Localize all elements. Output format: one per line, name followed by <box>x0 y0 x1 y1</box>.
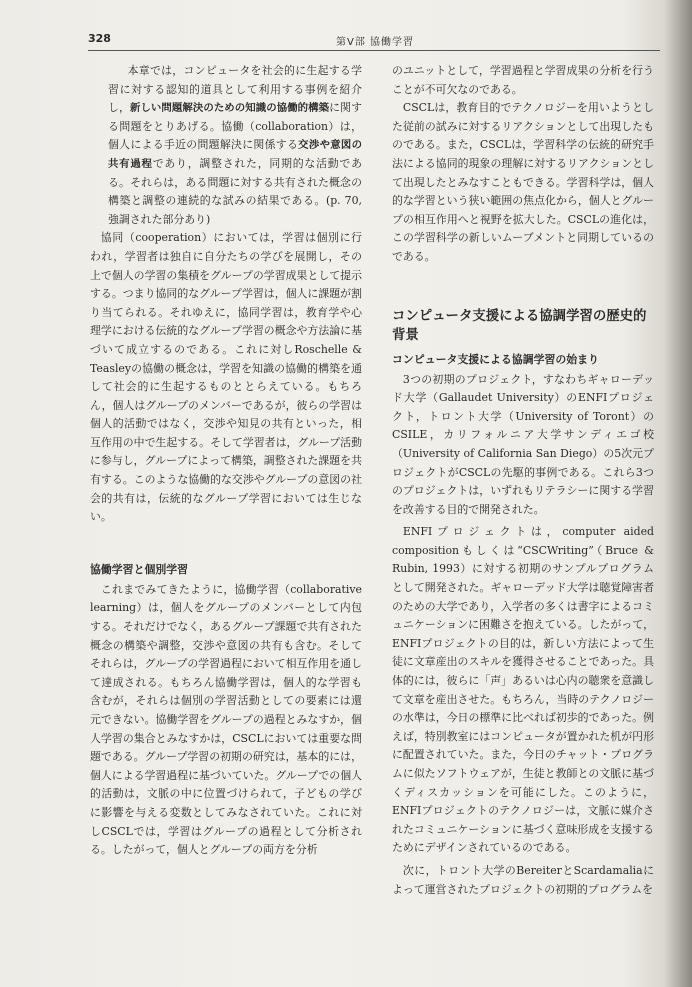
block-quote <box>90 62 362 229</box>
body-paragraph: 3つの初期のプロジェクト，すなわちギャローデッド大学（Gallaudet University）のENFIプロジェクト，トロント大学（University of Toront）のCSILE，カリフォルニア大学サンディエゴ校（University of California San Diego）の5次元プロジェクトがCSCLの先駆的事例である。これら3つのプロジェクトは，いずれもリテラシーに関する学習を改善する目的で開発された。 <box>392 372 654 516</box>
quote-paragraph: 本章では，コンピュータを社会的に生起する学習に対する認知的道具として利用する事例を紹介し，新しい問題解決のための知識の協働的構築に関する問題をとりあげる。協働（collaboration）は，個人による手近の問題解決に関係する交渉や意図の共有過程であり，調整された，同期的な活動である。それらは，ある問題に対する共有された概念の構築と調整の連続的な試みの結果である。(p. 70, 強調された部分あり) <box>108 64 362 226</box>
page-number: 328 <box>88 32 111 45</box>
chapter-section-heading: コンピュータ支援による協調学習の歴史的背景 <box>392 308 647 343</box>
body-paragraph: これまでみてきたように，協働学習（collaborative learning）は，個人をグループのメンバーとして内包する。それだけでなく，あるグループ課題で共有された概念の構築や調整，交渉や意図の共有も含む。そしてそれらは，グループの学習過程において相互作用を通して達成される。もちろん協働学習は，個人的な学習も含むが，それらは個別の学習活動としての要素には還元できない。協働学習をグループの過程とみなすか，個人学習の集合とみなすかは，CSCLにおいては重要な問題である。グループ学習の初期の研究は，基本的には，個人による学習過程に基づいていた。グループでの個人的活動は，文脈の中に位置づけられて，子どもの学びに影響を与える変数としてみなされていた。これに対しCSCLでは，学習はグループの過程として分析される。したがって，個人とグループの両方を分析 <box>90 582 362 857</box>
left-column <box>90 62 362 860</box>
section-heading: 協働学習と個別学習 <box>90 562 189 576</box>
body-paragraph: ENFIプロジェクトは，computer aided compositionもしくは“CSCWriting”（Bruce & Rubin, 1993）に対する初期のサンプルプログラムとして開発された。ギャローデッド大学は聴覚障害者のための大学であり，入学者の多くは書字によるコミュニケーションに困難さを抱えている。したがって，ENFIプロジェクトの目的は，新しい方法によって生徒に文章産出のスキルを獲得させることであった。具体的には，彼らに「声」あるいは心内の聴衆を意識して文章を産出させた。もちろん，当時のテクノロジーの水準は，今日の標準に比べれば初歩的であった。例えば，特別教室にはコンピュータが置かれた机が円形に配置されていた。また，今日のチャット・プログラムに似たソフトウェアが，生徒と教師との文脈に基づくディスカッションを可能にした。このように，ENFIプロジェクトのテクノロジーは，文脈に媒介されたコミュニケーションに基づく意味形成を支援するためにデザインされているのである。 <box>392 525 654 855</box>
body-paragraph: 次に，トロント大学のBereiterとScardamaliaによって運営されたプロジェクトの初期的プログラムを <box>392 863 654 896</box>
running-head: 第Ⅴ部 協働学習 <box>336 37 415 48</box>
body-paragraph: のユニットとして，学習過程と学習成果の分析を行うことが不可欠なのである。 <box>392 64 654 96</box>
right-column <box>392 62 654 899</box>
subsection-heading: コンピュータ支援による協調学習の始まり <box>392 352 599 366</box>
body-paragraph: CSCLは，教育目的でテクノロジーを用いようとした従前の試みに対するリアクションとして出現したものである。また，CSCLは，学習科学の伝統的研究手法による協同的現象の理解に対するリアクションとして出現したとみなすこともできる。学習科学は，個人的な学習という狭い範囲の焦点化から，個人とグループの相互作用へと視野を拡大した。CSCLの進化は，この学習科学の新しいムーブメントと同期しているのである。 <box>392 101 654 263</box>
emphasis: 新しい問題解決のための知識の協働的構築 <box>129 102 330 115</box>
emphasis: 交渉や意図の共有過程 <box>108 139 362 170</box>
page-header <box>88 30 660 51</box>
body-paragraph: 協同（cooperation）においては，学習は個別に行われ，学習者は独自に自分たちの学びを展開し，その上で個人の学習の集積をグループの学習成果として提示する。つまり協同的なグループ学習は，個人に課題が割り当てられる。それゆえに，協同学習は，教育学や心理学における伝統的なグループ学習の概念や方法論に基づいて成立するのである。これに対しRoschelle & Teasleyの協働の概念は，学習を知識の協働的構築を通して社会的に生起するものととらえている。もちろん，個人はグループのメンバーであるが，彼らの学習は個人的活動ではなく，交渉や知見の共有といった，相互作用の中で生起する。そして学習者は，グループ活動に参与し，グループによって構築，調整された課題を共有する。このような協働的な交渉やグループの意図の社会的共有は，伝統的なグループ学習においては生じない。 <box>90 231 362 524</box>
